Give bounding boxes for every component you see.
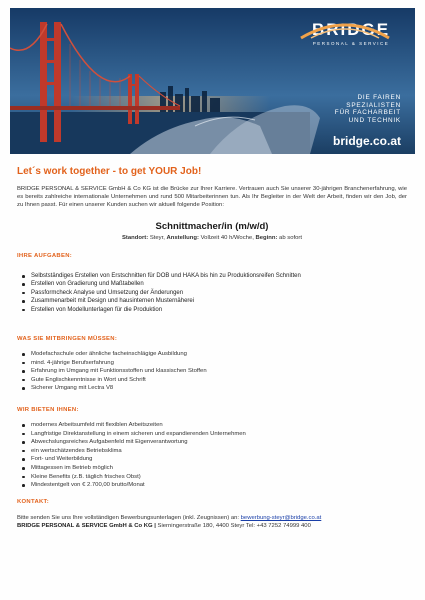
list-item: Mindestentgelt von € 2.700,00 brutto/Monat	[17, 481, 407, 490]
job-meta	[17, 235, 407, 241]
tagline-line: DIE FAIREN	[357, 94, 401, 101]
list-item: Passformcheck Analyse und Umsetzung der Änderungen	[17, 289, 407, 297]
list-item: modernes Arbeitsumfeld mit flexiblen Arbeitszeiten	[17, 421, 407, 430]
list-item: ein wertschätzendes Betriebsklima	[17, 447, 407, 456]
list-item: Kleine Benefits (z.B. täglich frisches Obst)	[17, 473, 407, 482]
list-item: Erstellen von Modellunterlagen für die Produktion	[17, 306, 407, 314]
list-item: Modefachschule oder ähnliche facheinschlägige Ausbildung	[17, 350, 407, 359]
employment-label: Anstellung:	[166, 235, 199, 241]
employment-value: Vollzeit 40 h/Woche,	[198, 235, 256, 241]
requirements-heading: WAS SIE MITBRINGEN MÜSSEN:	[17, 336, 118, 343]
company-name: BRIDGE PERSONAL & SERVICE GmbH & Co KG |	[17, 523, 156, 530]
website-link[interactable]: bridge.co.at	[332, 134, 401, 148]
list-item: mind. 4-jährige Berufserfahrung	[17, 359, 407, 368]
brand-subtitle: PERSONAL & SERVICE	[312, 41, 390, 46]
contact-heading: KONTAKT:	[17, 498, 50, 505]
brand-logo	[295, 18, 407, 46]
email-link[interactable]: bewerbung-steyr@bridge.co.at	[240, 514, 322, 521]
list-item: Abwechslungsreiches Aufgabenfeld mit Eigenverantwortung	[17, 438, 407, 447]
tagline-line: SPEZIALISTEN	[346, 101, 401, 109]
list-item: Selbstständiges Erstellen von Erstschnitten für DOB und HAKA bis hin zu Produktionsreifen Schnitten	[17, 272, 407, 280]
tasks-heading: IHRE AUFGABEN:	[17, 253, 73, 259]
contact-text: Bitte senden Sie uns Ihre vollständigen Bewerbungsunterlagen (inkl. Zeugnissen) an:	[17, 514, 241, 521]
brand-name: BRIDGE	[311, 20, 391, 39]
intro-paragraph: BRIDGE PERSONAL & SERVICE GmbH & Co KG ist die Brücke zur Ihrer Karriere. Vertrauen auch Sie unserer 30-jährigen Branchenerfahrung, wie es bereits zahlreiche internationale Unternehmen und rund 500 Mitarbeiterinnen tun. Als Ihr Begleiter in der Welt der Arbeit, finden wir den Job, der zu Ihnen passt. Für einen unserer Kunden suchen wir aktuell folgende Position:	[17, 186, 407, 208]
list-item: Erstellen von Gradierung und Maßtabellen	[17, 280, 407, 288]
list-item: Gute Englischkenntnisse in Wort und Schrift	[17, 376, 407, 385]
tagline-line: UND TECHNIK	[348, 116, 401, 124]
start-label: Beginn:	[255, 235, 278, 241]
location-label: Standort:	[122, 235, 149, 241]
address-text: Sierningerstraße 180, 4400 Steyr Tel: +43 7252 74999 400	[155, 523, 311, 530]
offer-list	[17, 421, 407, 490]
start-value: ab sofort	[277, 235, 302, 241]
list-item: Fort- und Weiterbildung	[17, 455, 407, 464]
bridge-arc-icon	[295, 18, 395, 40]
contact-address	[17, 522, 407, 530]
headline: Let´s work together - to get YOUR Job!	[17, 166, 202, 177]
header-banner	[10, 8, 415, 154]
list-item: Langfristige Direktanstellung in einem sicheren und expandierenden Unternehmen	[17, 430, 407, 439]
tagline	[301, 94, 401, 124]
list-item: Sicherer Umgang mit Lectra V8	[17, 384, 407, 393]
requirements-list	[17, 350, 407, 393]
location-value: Steyr,	[148, 235, 167, 241]
list-item: Mittagessen im Betrieb möglich	[17, 464, 407, 473]
job-title: Schnittmacher/in (m/w/d)	[155, 221, 269, 232]
contact-instructions	[17, 514, 407, 522]
tasks-list	[17, 272, 407, 314]
tagline-line: FÜR FACHARBEIT	[334, 109, 401, 117]
list-item: Erfahrung im Umgang mit Funktionsstoffen und klassischen Stoffen	[17, 367, 407, 376]
offer-heading: WIR BIETEN IHNEN:	[17, 407, 79, 413]
list-item: Zusammenarbeit mit Design und hausinternen Musternäherei	[17, 297, 407, 305]
main-content	[17, 166, 407, 531]
